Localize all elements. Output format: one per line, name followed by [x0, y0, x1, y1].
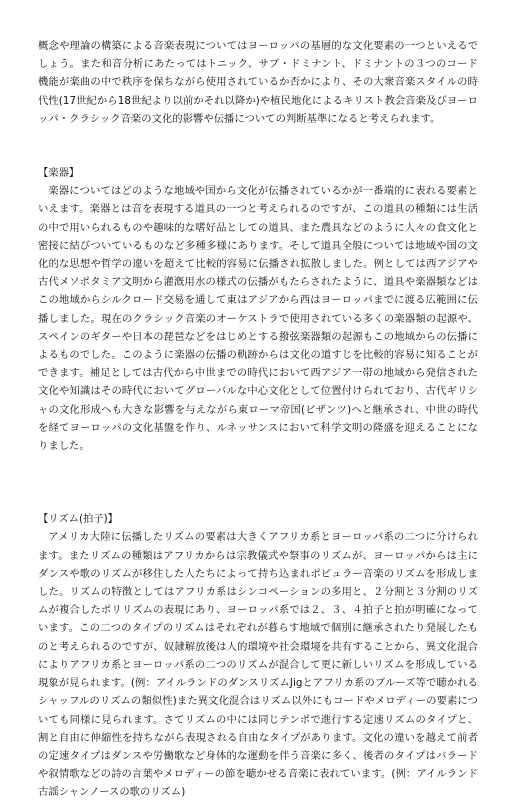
instruments-heading: 【楽器】 [38, 167, 80, 180]
section-spacer [38, 455, 478, 510]
rhythm-paragraph: アメリカ大陸に伝播したリズムの要素は大きくアフリカ系とヨーロッパ系の二つに分けられます。またリズムの種類はアフリカからは宗教儀式や祭事のリズムが、ヨーロッパからは主にダンスや歌のリズムが移住した人たちによって持ち込まれポピュラー音楽のリズムを形成しました。リズムの特徴としてはアフリカ系はシンコペーションの多用と、２分割と３分割のリズムが複合したポリリズムの表現にあり、ヨーロッパ系では２、３、４拍子と拍が明確になっています。この二つのタイプのリズムはそれぞれが暮らす地域で個別に継承されたり発展したものと考えられるのですが、奴隷解放後は人的環境や社会環境を共有することから、異文化混合によりアフリカ系とヨーロッパ系の二つのリズムが混合して更に新しいリズムを形成している現象が見られます。(例：アイルランドのダンスリズムJigとアフリカ系のブルーズ等で聴かれるシャッフルのリズムの類似性)また異文化混合はリズム以外にもコードやメロディーの要素についても同様に見られます。さてリズムの中には同じテンポで進行する定速リズムのタイプと、割と自由に伸縮性を持ちながら表現される自由なタイプがあります。文化の違いを越えて前者の定速タイプはダンスや労働歌など身体的な運動を伴う音楽に多く、後者のタイプはバラードや叙情歌などの詩の言葉やメロディーの節を聴かせる音楽に表れています。(例：アイルランド古謡シャンノースの歌のリズム) [38, 531, 478, 799]
section-spacer [38, 128, 478, 164]
rhythm-heading: 【リズム(拍子)】 [38, 513, 118, 526]
instruments-paragraph: 楽器についてはどのような地域や国から文化が伝播されているかが一番端的に表れる要素といえます。楽器とは音を表現する道具の一つと考えられるのですが、この道具の種類には生活の中で用いられるものや趣味的な嗜好品としての道具、また農具などのように人々の食文化と密接に結びついているものなど多種多様にあります。そして道具全般については地域や国の文化的な思想や哲学の違いを超えて比較的容易に伝播され拡散しました。例としては西アジアや古代メソポタミア文明から灌漑用水の様式の伝播がもたらされたように、道具や楽器類などはこの地域からシルクロード交易を通して東はアジアから西はヨーロッパまでに渡る広範囲に伝播しました。現在のクラシック音楽のオーケストラで使用されている多くの楽器類の起源や、スペインのギターや日本の琵琶などをはじめとする撥弦楽器類の起源もこの地域からの伝播によるものでした。このように楽器の伝播の軌跡からは文化の道すじを比較的容易に知ることができます。補足としては古代から中世までの時代において西アジア一帯の地域から発信された文化や知識はその時代においてグローバルな中心文化として位置付けられており、古代ギリシャの文化形成へも大きな影響を与えながら東ローマ帝国(ビザンツ)へと継承され、中世の時代を経てヨーロッパの文化基盤を作り、ルネッサンスにおいて科学文明の隆盛を迎えることになりました。 [38, 185, 478, 453]
intro-paragraph: 概念や理論の構築による音楽表現についてはヨーロッパの基層的な文化要素の一つといえるでしょう。また和音分析にあたってはトニック、サブ・ドミナント、ドミナントの３つのコード機能が楽曲の中で秩序を保ちながら使用されているか否かにより、その大衆音楽スタイルの時代性(17世紀から18世紀より以前かそれ以降か)や植民地化によるキリスト教会音楽及びヨーロッパ・クラシック音楽の文化的影響や伝播についての判断基準になると考えられます。 [38, 40, 478, 125]
